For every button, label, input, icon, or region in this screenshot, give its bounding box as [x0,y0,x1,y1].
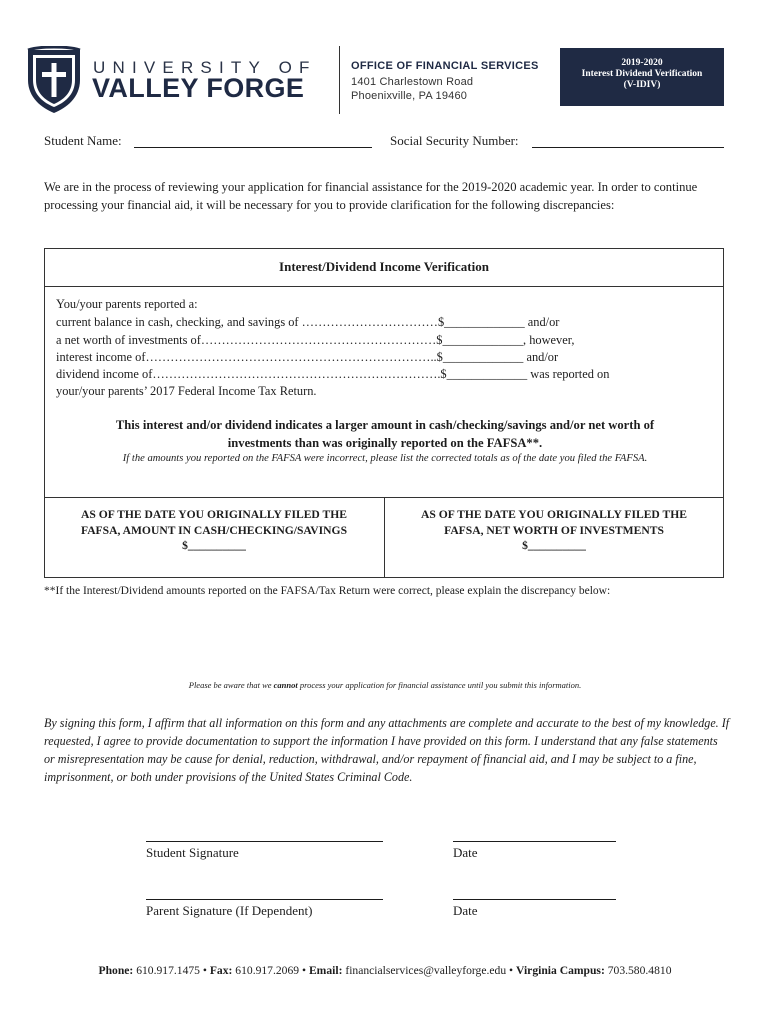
invest-box-line-2: FAFSA, NET WORTH OF INVESTMENTS [444,523,664,537]
reported-line-interest[interactable]: interest income of……………………………………………………………..$_____________ and/or [56,350,559,364]
net-worth-investments-box[interactable] [384,497,724,578]
phone-label: Phone: [98,964,134,977]
university-shield-logo [26,46,82,114]
ssn-field[interactable] [532,147,724,148]
cash-box-amount: $__________ [182,539,246,552]
university-name-top: UNIVERSITY OF [93,58,317,77]
reported-tax-return: your/your parents’ 2017 Federal Income Tax Return. [56,384,317,398]
separator: • [202,964,207,977]
student-signature-label: Student Signature [146,845,239,860]
discrepancy-explain-note: **If the Interest/Dividend amounts reported on the FAFSA/Tax Return were correct, please explain the discrepancy below: [44,585,611,597]
address-line-1: 1401 Charlestown Road [351,76,474,88]
parent-signature-line[interactable] [146,899,383,900]
badge-form-name: Interest Dividend Verification [581,69,703,79]
office-title: OFFICE OF FINANCIAL SERVICES [351,60,539,72]
campus-label: Virginia Campus: [516,964,605,977]
affirmation-paragraph: By signing this form, I affirm that all information on this form and any attachments are complete and accurate to the best of my knowledge. If requested, I agree to provide documentation to support the information I have provided on this form. I understand that any false statements or misrepresentation may be cause for denial, reduction, withdrawal, and/or repayment of financial aid, and I may be subject to a fine, imprisonment, or both under provisions of the United States Criminal Code. [44,716,730,784]
ssn-label: Social Security Number: [390,133,519,148]
student-name-field[interactable] [134,147,372,148]
submission-warning [44,680,726,690]
parent-date-line[interactable] [453,899,616,900]
reported-intro: You/your parents reported a: [56,297,198,311]
invest-box-amount: $__________ [522,539,586,552]
bold-statement-line-1: This interest and/or dividend indicates a larger amount in cash/checking/savings and/or net worth of [115,418,655,432]
cash-box-line-2: FAFSA, AMOUNT IN CASH/CHECKING/SAVINGS [80,523,348,537]
discrepancy-explanation-area[interactable] [44,605,726,667]
reported-line-cash[interactable]: current balance in cash, checking, and savings of ……………………………$_____________ and/or [56,315,560,329]
fax-label: Fax: [209,964,233,977]
student-signature-line[interactable] [146,841,383,842]
student-date-label: Date [453,845,478,860]
verification-title-divider [44,286,724,287]
warning-emphasis: cannot [273,680,298,690]
parent-signature-label: Parent Signature (If Dependent) [146,903,313,918]
badge-form-code: (V-IDIV) [623,80,661,90]
badge-year: 2019-2020 [621,58,663,68]
university-name-main: VALLEY FORGE [92,73,305,103]
intro-paragraph: We are in the process of reviewing your application for financial assistance for the 2019-2020 academic year. In order to continue processing your financial aid, it will be necessary for you to provide clarification for the following discrepancies: [44,180,698,212]
warning-text-before: Please be aware that we [188,680,274,690]
campus-phone: 703.580.4810 [607,964,672,977]
fax-number: 610.917.2069 [235,964,300,977]
email-label: Email: [308,964,343,977]
reported-line-investments[interactable]: a net worth of investments of…………………………………………………$_____________, however, [56,333,575,347]
reported-line-dividend[interactable]: dividend income of…………………………………………………………….$_____________ was reported on [56,367,610,381]
student-date-line[interactable] [453,841,616,842]
warning-text-after: process your application for financial assistance until you submit this information. [297,680,582,690]
phone-number: 610.917.1475 [136,964,200,977]
separator: • [509,964,514,977]
separator: • [301,964,307,977]
correction-note: If the amounts you reported on the FAFSA were incorrect, please list the corrected totals as of the date you filed the FAFSA. [122,453,648,464]
cash-checking-savings-box[interactable] [44,497,385,578]
address-line-2: Phoenixville, PA 19460 [351,90,468,102]
contact-footer [44,964,726,977]
invest-box-line-1: AS OF THE DATE YOU ORIGINALLY FILED THE [421,508,687,521]
student-name-label: Student Name: [44,133,122,148]
cash-box-line-1: AS OF THE DATE YOU ORIGINALLY FILED THE [81,508,347,521]
header-divider [339,46,340,114]
parent-date-label: Date [453,903,478,918]
form-badge [560,48,724,106]
email-address[interactable]: financialservices@valleyforge.edu [345,964,507,977]
verification-title: Interest/Dividend Income Verification [279,259,489,274]
bold-statement-line-2: investments than was originally reported on the FAFSA**. [227,436,543,450]
